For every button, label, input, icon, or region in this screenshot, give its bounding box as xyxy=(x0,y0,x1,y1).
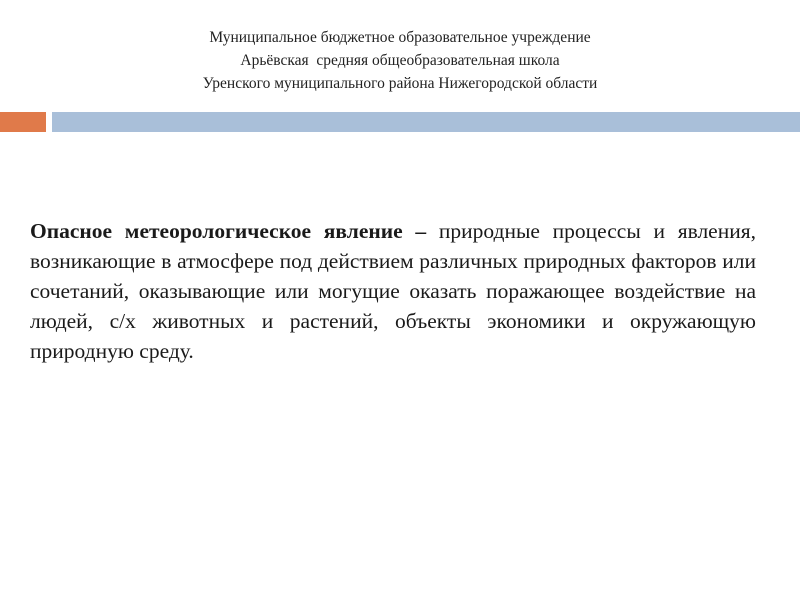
definition-text: природные процессы и явления, возникающие в атмосфере под действием различных природных факторов или сочетаний, оказывающие или могущие оказать поражающее воздействие на людей, с/х животных и растений, объекты экономики и окружающую природную среду. xyxy=(30,219,756,363)
header-line-2: Арьёвская средняя общеобразовательная школа xyxy=(240,52,560,69)
header-line-3: Уренского муниципального района Нижегородской области xyxy=(202,75,598,92)
header-line-1: Муниципальное бюджетное образовательное учреждение xyxy=(209,29,591,46)
definition-term: Опасное метеорологическое явление xyxy=(30,219,403,243)
school-header xyxy=(0,26,800,95)
definition-paragraph xyxy=(30,216,756,366)
divider-accent-block xyxy=(0,112,46,132)
definition-dash: – xyxy=(402,219,439,243)
divider-bar xyxy=(52,112,800,132)
